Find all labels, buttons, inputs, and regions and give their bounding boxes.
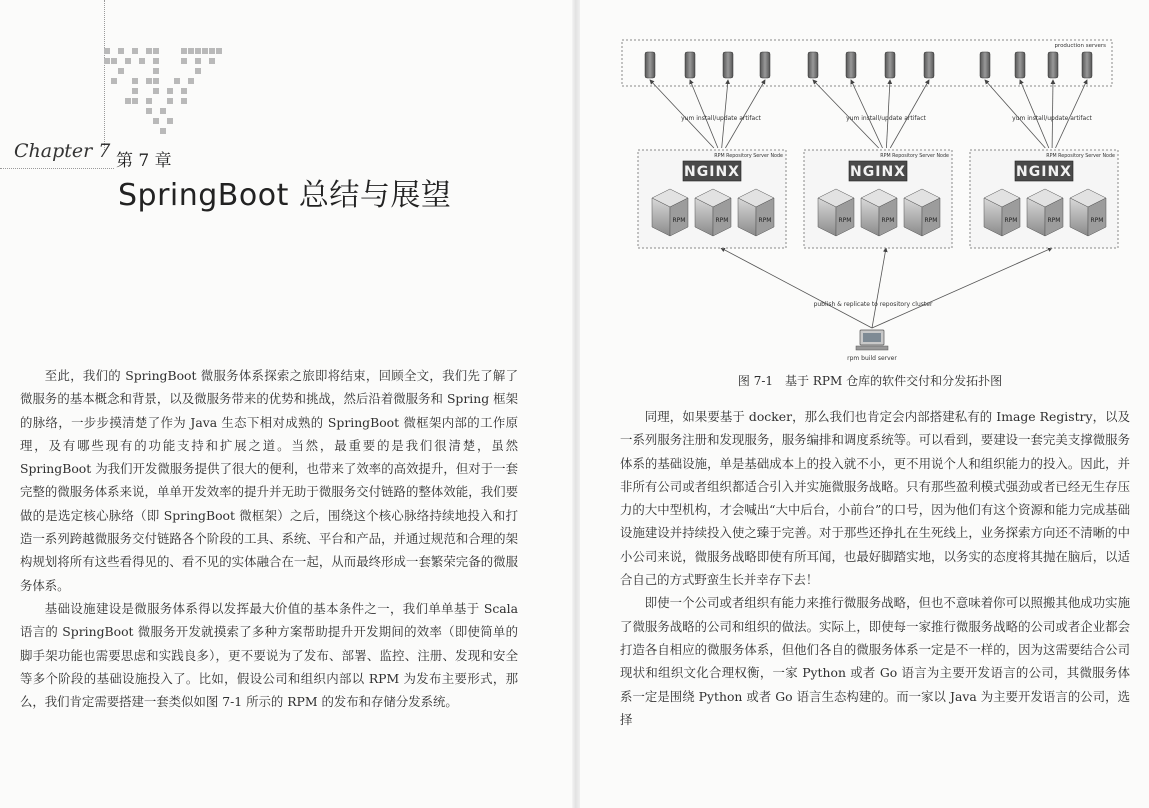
pixel-square <box>195 48 201 54</box>
pixel-square <box>111 58 117 64</box>
pixel-square <box>118 68 124 74</box>
server-icon <box>885 52 895 78</box>
pixel-square <box>216 48 222 54</box>
chapter-script-label: Chapter 7 <box>14 140 111 162</box>
arrow <box>851 80 883 148</box>
arrow <box>872 248 1052 328</box>
pixel-decoration <box>104 48 224 148</box>
paragraph: 即使一个公司或者组织有能力来推行微服务战略，但也不意味着你可以照搬其他成功实施了微服务战略的公司和组织的做法。实际上，即使每一家推行微服务战略的公司或者企业都会打造各自相应的微服务体系，但他们各自的微服务体系一定是不一样的，因为这需要结合公司现状和组织文化合理权衡，一家 Python 或者 Go 语言为主要开发语言的公司，其微服务体系一定是围绕 Python 或者 Go 语言生态构建的。而一家以 Java 为主要开发语言的公司，选择 <box>620 595 1130 727</box>
server-icon <box>846 52 856 78</box>
nginx-text: NGINX <box>1016 164 1072 180</box>
chapter-number: 第 7 章 <box>116 151 172 171</box>
left-page <box>0 0 572 808</box>
pixel-square <box>104 58 110 64</box>
pixel-square <box>167 88 173 94</box>
repo-node <box>970 150 1118 248</box>
nginx-text: NGINX <box>684 164 740 180</box>
pixel-square <box>209 48 215 54</box>
pixel-square <box>153 58 159 64</box>
paragraph: 基础设施建设是微服务体系得以发挥最大价值的基本条件之一，我们单单基于 Scala 语言的 SpringBoot 微服务开发就摸索了多种方案帮助提升开发期间的效率（即使简单的脚手架功能也需要思虑和实践良多），更不要说为了发布、部署、监控、注册、发现和安全等多个阶段的基础设施投入了。比如，假设公司和组织内部以 RPM 为发布主要形式，那么，我们肯定需要搭建一套类似如图 7-1 所示的 RPM 的发布和存储分发系统。 <box>20 600 518 710</box>
pixel-square <box>181 58 187 64</box>
pixel-square <box>132 98 138 104</box>
pixel-square <box>188 48 194 54</box>
book-spine <box>572 0 580 808</box>
repo-node-label: RPM Repository Server Node <box>714 154 783 159</box>
pixel-square <box>195 58 201 64</box>
pixel-square <box>167 118 173 124</box>
publish-label: publish & replicate to repository cluster <box>813 301 933 308</box>
paragraph: 至此，我们的 SpringBoot 微服务体系探索之旅即将结束，回顾全文，我们先了解了微服务的基本概念和背景，以及微服务带来的优势和挑战，然后沿着微服务和 Spring 框架的脉络，一步步摸清楚了作为 Java 生态下相对成熟的 SpringBoot 微框架内部的工作原理，及有哪些现有的功能支持和扩展之道。当然，最重要的是我们很清楚，虽然 SpringBoot 为我们开发微服务提供了很大的便利，也带来了效率的高效提升，但对于一套完整的微服务体系来说，单单开发效率的提升并无助于微服务交付链路的整体效能，我们要做的是选定核心脉络（即 SpringBoot 微框架）之后，围绕这个核心脉络持续地投入和打造一系列跨越微服务交付链路各个阶段的工具、系统、平台和产品，并通过规范和合理的架构规划将所有这些看得见的、看不见的实体融合在一起，从而最终形成一套繁荣完备的微服务体系。 <box>20 368 518 593</box>
arrow <box>725 80 765 148</box>
arrow <box>1020 80 1049 148</box>
server-icon <box>980 52 990 78</box>
arrow <box>985 80 1045 148</box>
pixel-square <box>118 48 124 54</box>
pixel-square <box>153 48 159 54</box>
server-icon <box>723 52 733 78</box>
pixel-square <box>160 128 166 134</box>
pixel-square <box>132 48 138 54</box>
figure-caption: 图 7-1 基于 RPM 仓库的软件交付和分发拓扑图 <box>737 374 1003 388</box>
arrow <box>872 248 886 328</box>
pixel-square <box>202 48 208 54</box>
rpm-topology-figure <box>620 30 1120 370</box>
rpm-label: RPM <box>1090 217 1104 224</box>
pixel-square <box>209 58 215 64</box>
arrow <box>1052 80 1053 148</box>
arrow <box>1056 80 1088 148</box>
production-servers-box <box>622 40 1112 86</box>
repo-node-label: RPM Repository Server Node <box>1046 154 1115 159</box>
server-icon <box>685 52 695 78</box>
pixel-square <box>167 98 173 104</box>
left-body-text <box>20 364 518 713</box>
build-server-label: rpm build server <box>847 355 897 362</box>
pixel-square <box>153 68 159 74</box>
server-icon <box>760 52 770 78</box>
arrow <box>890 80 929 148</box>
server-icon <box>1015 52 1025 78</box>
arrow <box>813 80 879 148</box>
yum-label-1: yum install/update artifact <box>681 115 761 122</box>
pixel-square <box>188 78 194 84</box>
nginx-text: NGINX <box>850 164 906 180</box>
repo-node <box>804 150 952 248</box>
pixel-square <box>125 98 131 104</box>
pixel-square <box>132 78 138 84</box>
pixel-square <box>153 88 159 94</box>
yum-label-3: yum install/update artifact <box>1012 115 1092 122</box>
arrow <box>722 80 728 148</box>
yum-label-2: yum install/update artifact <box>846 115 926 122</box>
chapter-title: SpringBoot 总结与展望 <box>118 178 452 213</box>
rpm-label: RPM <box>881 217 895 224</box>
pixel-square <box>195 68 201 74</box>
pixel-square <box>146 98 152 104</box>
rpm-label: RPM <box>924 217 938 224</box>
repo-node-label: RPM Repository Server Node <box>880 154 949 159</box>
pixel-square <box>146 48 152 54</box>
rpm-label: RPM <box>1047 217 1061 224</box>
rpm-label: RPM <box>672 217 686 224</box>
pixel-square <box>146 78 152 84</box>
rpm-label: RPM <box>1004 217 1018 224</box>
pixel-square <box>153 78 159 84</box>
pixel-square <box>153 118 159 124</box>
paragraph: 同理，如果要基于 docker，那么我们也肯定会内部搭建私有的 Image Registry，以及一系列服务注册和发现服务，服务编排和调度系统等。可以看到，要建设一套完美支撑微服务体系的基础设施，单是基础成本上的投入就不小，更不用说个人和组织能力的投入。因此，并非所有公司或者组织都适合引入并实施微服务战略。只有那些盈利模式强劲或者已经无生存压力的大中型机构，才会喊出“大中后台，小前台”的口号，因为他们有这个资源和能力完成基础设施建设并持续投入使之臻于完善。对于那些还挣扎在生死线上，业务探索方向还不清晰的中小公司来说，微服务战略即使有所耳闻，也最好脚踏实地，以务实的态度将其抛在脑后，以适合自己的方式野蛮生长并幸存下去！ <box>620 409 1130 588</box>
repo-node <box>638 150 786 248</box>
right-body-text <box>620 405 1130 731</box>
arrow <box>721 248 872 328</box>
server-icon <box>1082 52 1092 78</box>
rpm-label: RPM <box>715 217 729 224</box>
production-servers-label: production servers <box>1054 43 1106 49</box>
pixel-square <box>125 58 131 64</box>
pixel-square <box>181 48 187 54</box>
pixel-square <box>111 78 117 84</box>
pixel-square <box>181 88 187 94</box>
build-server-icon <box>856 330 888 350</box>
rpm-label: RPM <box>758 217 772 224</box>
server-icon <box>645 52 655 78</box>
chapter-divider-horizontal <box>0 168 114 169</box>
pixel-square <box>132 88 138 94</box>
rpm-label: RPM <box>838 217 852 224</box>
pixel-square <box>146 108 152 114</box>
server-icon <box>808 52 818 78</box>
pixel-square <box>139 58 145 64</box>
pixel-square <box>174 78 180 84</box>
pixel-square <box>160 108 166 114</box>
server-icon <box>924 52 934 78</box>
server-icon <box>1048 52 1058 78</box>
arrow <box>886 80 890 148</box>
pixel-square <box>181 98 187 104</box>
pixel-square <box>104 48 110 54</box>
